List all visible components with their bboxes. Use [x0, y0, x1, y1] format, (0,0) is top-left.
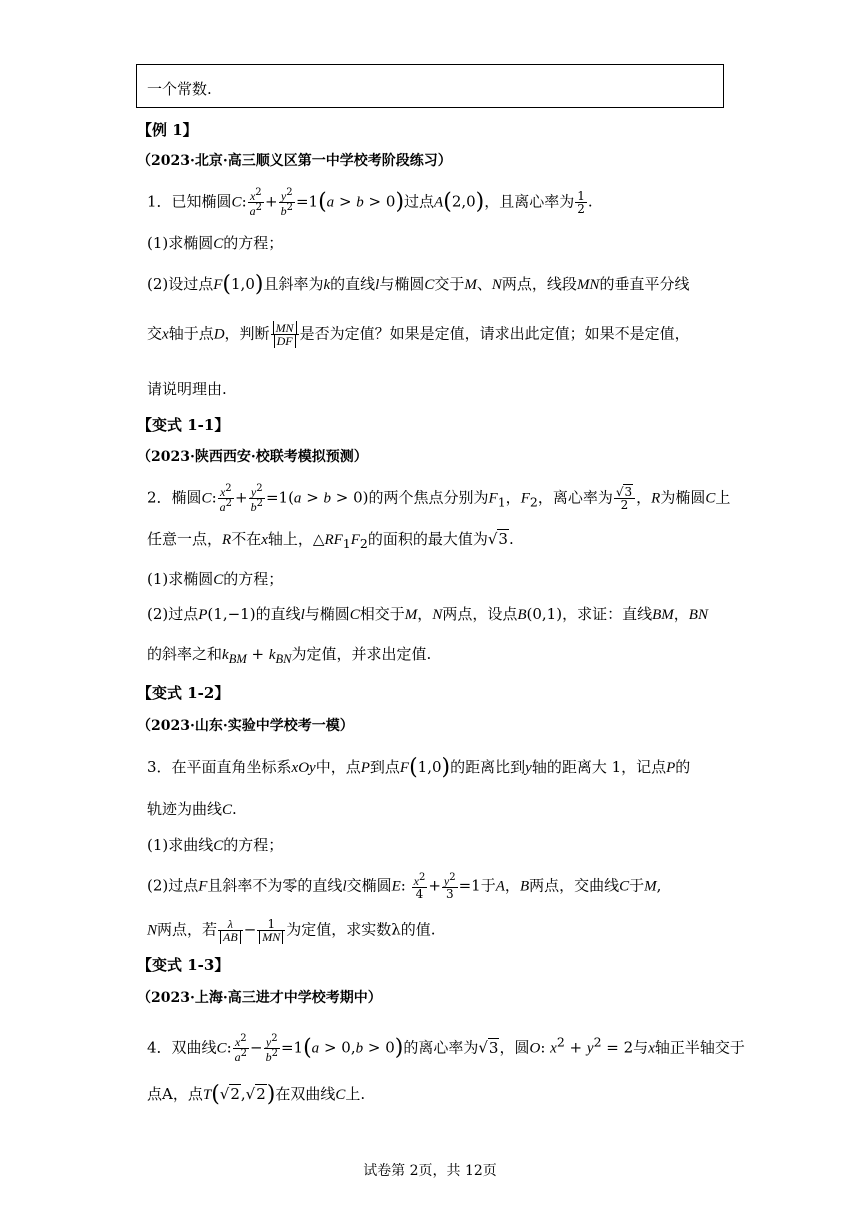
problem-1-part-2: (2)设过点F(1,0)且斜率为k的直线l与椭圆C交于M、N两点，线段MN的垂直平分线	[147, 272, 690, 297]
page-footer: 试卷第 2页，共 12页	[363, 1163, 497, 1179]
problem-3-part-2-cont: N两点，若 $\frac{\lambda}{AB}$ − $\frac{1}{MN}$ 为定值，求实数λ的值.	[147, 917, 436, 944]
continued-answer-box	[136, 64, 724, 108]
problem-1-part-1: (1)求椭圆C的方程；	[147, 234, 284, 252]
problem-2-part-1: (1)求椭圆C的方程；	[147, 570, 284, 588]
problem-3-part-2: (2)过点F且斜率不为零的直线l交椭圆E: $\frac{x^2}{4}$ + $\frac{y^2}{3}$ =1于A，B两点，交曲线C于M,	[147, 872, 662, 901]
variant-1-2-header: 【变式 1-2】	[137, 684, 230, 702]
problem-1-statement: 1．已知椭圆C: $\frac{x^2}{a^2}$ + $\frac{y^2}{b^2}$ =1(a > b > 0)过点A(2,0)，且离心率为 $\frac{1}{2}$ .	[147, 187, 593, 218]
variant-1-1-source: （2023·陕西西安·校联考模拟预测）	[137, 449, 368, 465]
problem-4-statement-cont: 点A，点T(√2,√2)在双曲线C上.	[147, 1082, 366, 1107]
problem-1-part-2-end: 请说明理由.	[147, 380, 227, 398]
problem-2-part-2: (2)过点P(1,−1)的直线l与椭圆C相交于M，N两点，设点B(0,1)，求证：直线BM，BN	[147, 605, 708, 623]
problem-2-part-2-cont: 的斜率之和$k_{BM} + k_{BN}$为定值，并求出定值.	[147, 645, 432, 666]
example-1-source: （2023·北京·高三顺义区第一中学校考阶段练习）	[137, 153, 452, 169]
box-text: 一个常数.	[147, 80, 212, 98]
problem-4-statement: 4．双曲线C: $\frac{x^2}{a^2}$ − $\frac{y^2}{b^2}$ =1(a > 0,b > 0)的离心率为√3，圆O: $x^2 + y^2 = 2$与x轴正半轴交于	[147, 1033, 745, 1064]
problem-2-statement: 2．椭圆C: $\frac{x^2}{a^2}$ + $\frac{y^2}{b^2}$ =1(a > b > 0)的两个焦点分别为$F_1$，$F_2$，离心率为 $\frac{√3}{2}$ ，R为椭圆C上	[147, 483, 731, 514]
problem-1-part-2-cont: 交x轴于点D，判断 $\frac{MN}{DF}$ 是否为定值？如果是定值，请求出此定值；如果不是定值，	[147, 321, 690, 348]
variant-1-3-source: （2023·上海·高三进才中学校考期中）	[137, 990, 382, 1006]
problem-2-statement-cont: 任意一点，R不在x轴上，$\triangle RF_1F_2$的面积的最大值为√3.	[147, 530, 514, 551]
variant-1-3-header: 【变式 1-3】	[137, 956, 230, 974]
example-1-header: 【例 1】	[137, 121, 198, 139]
variant-1-2-source: （2023·山东·实验中学校考一模）	[137, 718, 354, 734]
variant-1-1-header: 【变式 1-1】	[137, 416, 230, 434]
problem-3-part-1: (1)求曲线C的方程；	[147, 836, 284, 854]
problem-3-statement: 3．在平面直角坐标系xOy中，点P到点F(1,0)的距离比到y轴的距离大 1，记点P的	[147, 755, 691, 780]
problem-3-statement-cont: 轨迹为曲线C.	[147, 800, 237, 818]
